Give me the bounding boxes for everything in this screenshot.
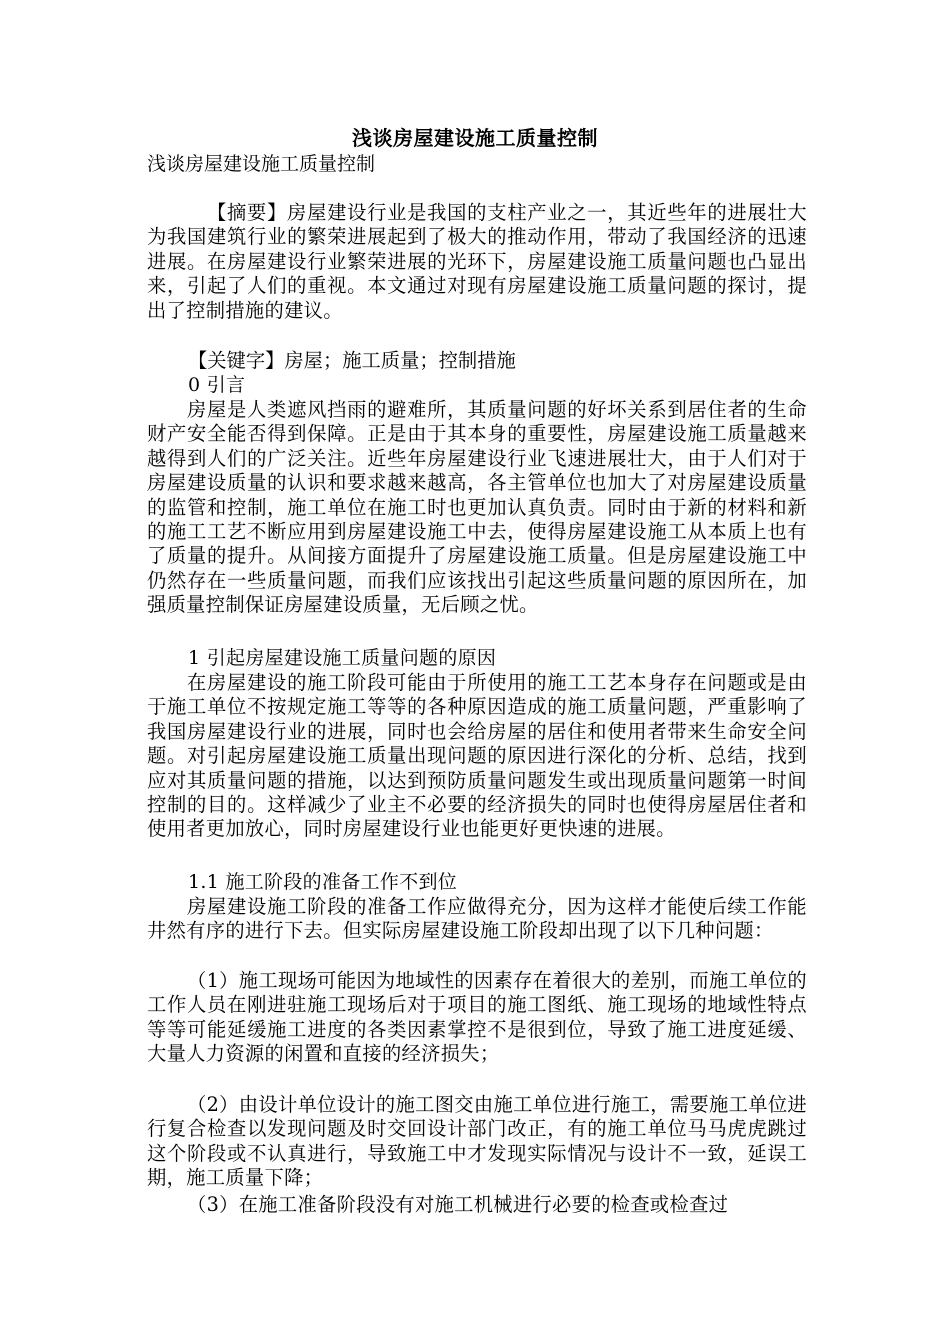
section-heading-preparation: 1.1 施工阶段的准备工作不到位 [188, 871, 458, 893]
list-item-1: （1）施工现场可能因为地域性的因素存在着很大的差别，而施工单位的工作人员在刚进驻施工现场后对于项目的施工图纸、施工现场的地域性特点等等可能延缓施工进度的各类因素掌控不是很到位，导致了施工进度延缓、大量人力资源的闲置和直接的经济损失； [147, 969, 807, 1066]
document-subtitle: 浅谈房屋建设施工质量控制 [147, 153, 376, 175]
preparation-paragraph: 房屋建设施工阶段的准备工作应做得充分，因为这样才能使后续工作能井然有序的进行下去。但实际房屋建设施工阶段却出现了以下几种问题： [147, 895, 807, 943]
abstract-paragraph: 【摘要】房屋建设行业是我国的支柱产业之一，其近些年的进展壮大为我国建筑行业的繁荣进展起到了极大的推动作用，带动了我国经济的迅速进展。在房屋建设行业繁荣进展的光环下，房屋建设施工质量问题也凸显出来，引起了人们的重视。本文通过对现有房屋建设施工质量问题的探讨，提出了控制措施的建议。 [147, 201, 807, 322]
section-heading-intro: 0 引言 [188, 374, 246, 396]
document-title: 浅谈房屋建设施工质量控制 [352, 126, 598, 150]
keywords-line: 【关键字】房屋；施工质量；控制措施 [188, 349, 516, 372]
list-item-2: （2）由设计单位设计的施工图交由施工单位进行施工，需要施工单位进行复合检查以发现问题及时交回设计部门改正，有的施工单位马马虎虎跳过这个阶段或不认真进行，导致施工中才发现实际情况与设计不一致，延误工期，施工质量下降； [147, 1093, 807, 1190]
causes-paragraph: 在房屋建设的施工阶段可能由于所使用的施工工艺本身存在问题或是由于施工单位不按规定施工等等的各种原因造成的施工质量问题，严重影响了我国房屋建设行业的进展，同时也会给房屋的居住和使用者带来生命安全问题。对引起房屋建设施工质量出现问题的原因进行深化的分析、总结，找到应对其质量问题的措施，以达到预防质量问题发生或出现质量问题第一时间控制的目的。这样减少了业主不必要的经济损失的同时也使得房屋居住者和使用者更加放心，同时房屋建设行业也能更好更快速的进展。 [147, 671, 807, 841]
intro-paragraph: 房屋是人类遮风挡雨的避难所，其质量问题的好坏关系到居住者的生命财产安全能否得到保障。正是由于其本身的重要性，房屋建设施工质量越来越得到人们的广泛关注。近些年房屋建设行业飞速进展壮大，由于人们对于房屋建设质量的认识和要求越来越高，各主管单位也加大了对房屋建设质量的监管和控制，施工单位在施工时也更加认真负责。同时由于新的材料和新的施工工艺不断应用到房屋建设施工中去，使得房屋建设施工从本质上也有了质量的提升。从间接方面提升了房屋建设施工质量。但是房屋建设施工中仍然存在一些质量问题，而我们应该找出引起这些质量问题的原因所在，加强质量控制保证房屋建设质量，无后顾之忧。 [147, 398, 807, 617]
section-heading-causes: 1 引起房屋建设施工质量问题的原因 [188, 647, 497, 669]
list-item-3: （3）在施工准备阶段没有对施工机械进行必要的检查或检查过 [187, 1193, 729, 1216]
